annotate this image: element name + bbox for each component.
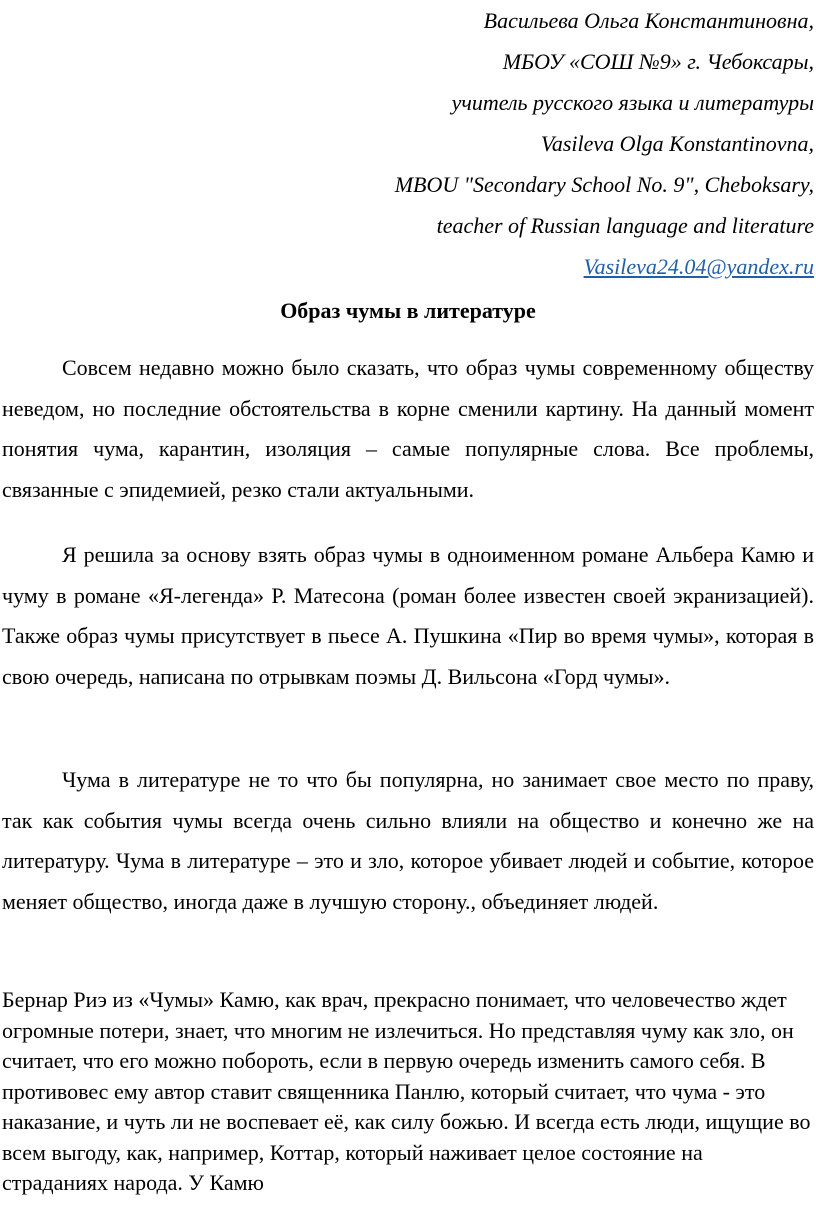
author-email-line: [14, 246, 814, 287]
paragraph-2: Я решила за основу взять образ чумы в одноименном романе Альбера Камю и чуму в романе «Я-легенда» Р. Матесона (роман более известен своей экранизацией). Также образ чумы присутствует в пьесе А. Пушкина «Пир во время чумы», которая в свою очередь, написана по отрывкам поэмы Д. Вильсона «Горд чумы».: [2, 542, 814, 689]
author-school-en: MBOU "Secondary School No. 9", Cheboksary,: [394, 172, 814, 197]
author-name-en: Vasileva Olga Konstantinovna,: [540, 131, 814, 156]
author-name-ru: Васильева Ольга Константиновна,: [483, 8, 814, 33]
article-title: Образ чумы в литературе: [280, 298, 536, 323]
paragraph-4: Бернар Риэ из «Чумы» Камю, как врач, прекрасно понимает, что человечество ждет огромные потери, знает, что многим не излечиться. Но представляя чуму как зло, он считает, что его можно побороть, если в первую очередь изменить самого себя. В противовес ему автор ставит священника Панлю, который считает, что чума - это наказание, и чуть ли не воспевает её, как силу божью. И всегда есть люди, ищущие во всем выгоду, как, например, Коттар, который наживает целое состояние на страданиях народа. У Камю: [2, 987, 811, 1195]
author-email-link[interactable]: Vasileva24.04@yandex.ru: [583, 254, 814, 279]
author-position-ru: учитель русского языка и литературы: [451, 90, 814, 115]
author-position-en: teacher of Russian language and literature: [436, 213, 814, 238]
paragraph-3: Чума в литературе не то что бы популярна, но занимает свое место по праву, так как события чумы всегда очень сильно влияли на общество и конечно же на литературу. Чума в литературе – это и зло, которое убивает людей и событие, которое меняет общество, иногда даже в лучшую сторону., объединяет людей.: [2, 767, 814, 914]
author-school-ru: МБОУ «СОШ №9» г. Чебоксары,: [502, 49, 814, 74]
paragraph-1: Совсем недавно можно было сказать, что образ чумы современному обществу неведом, но последние обстоятельства в корне сменили картину. На данный момент понятия чума, карантин, изоляция – самые популярные слова. Все проблемы, связанные с эпидемией, резко стали актуальными.: [2, 355, 814, 502]
author-info-block: [14, 0, 814, 287]
